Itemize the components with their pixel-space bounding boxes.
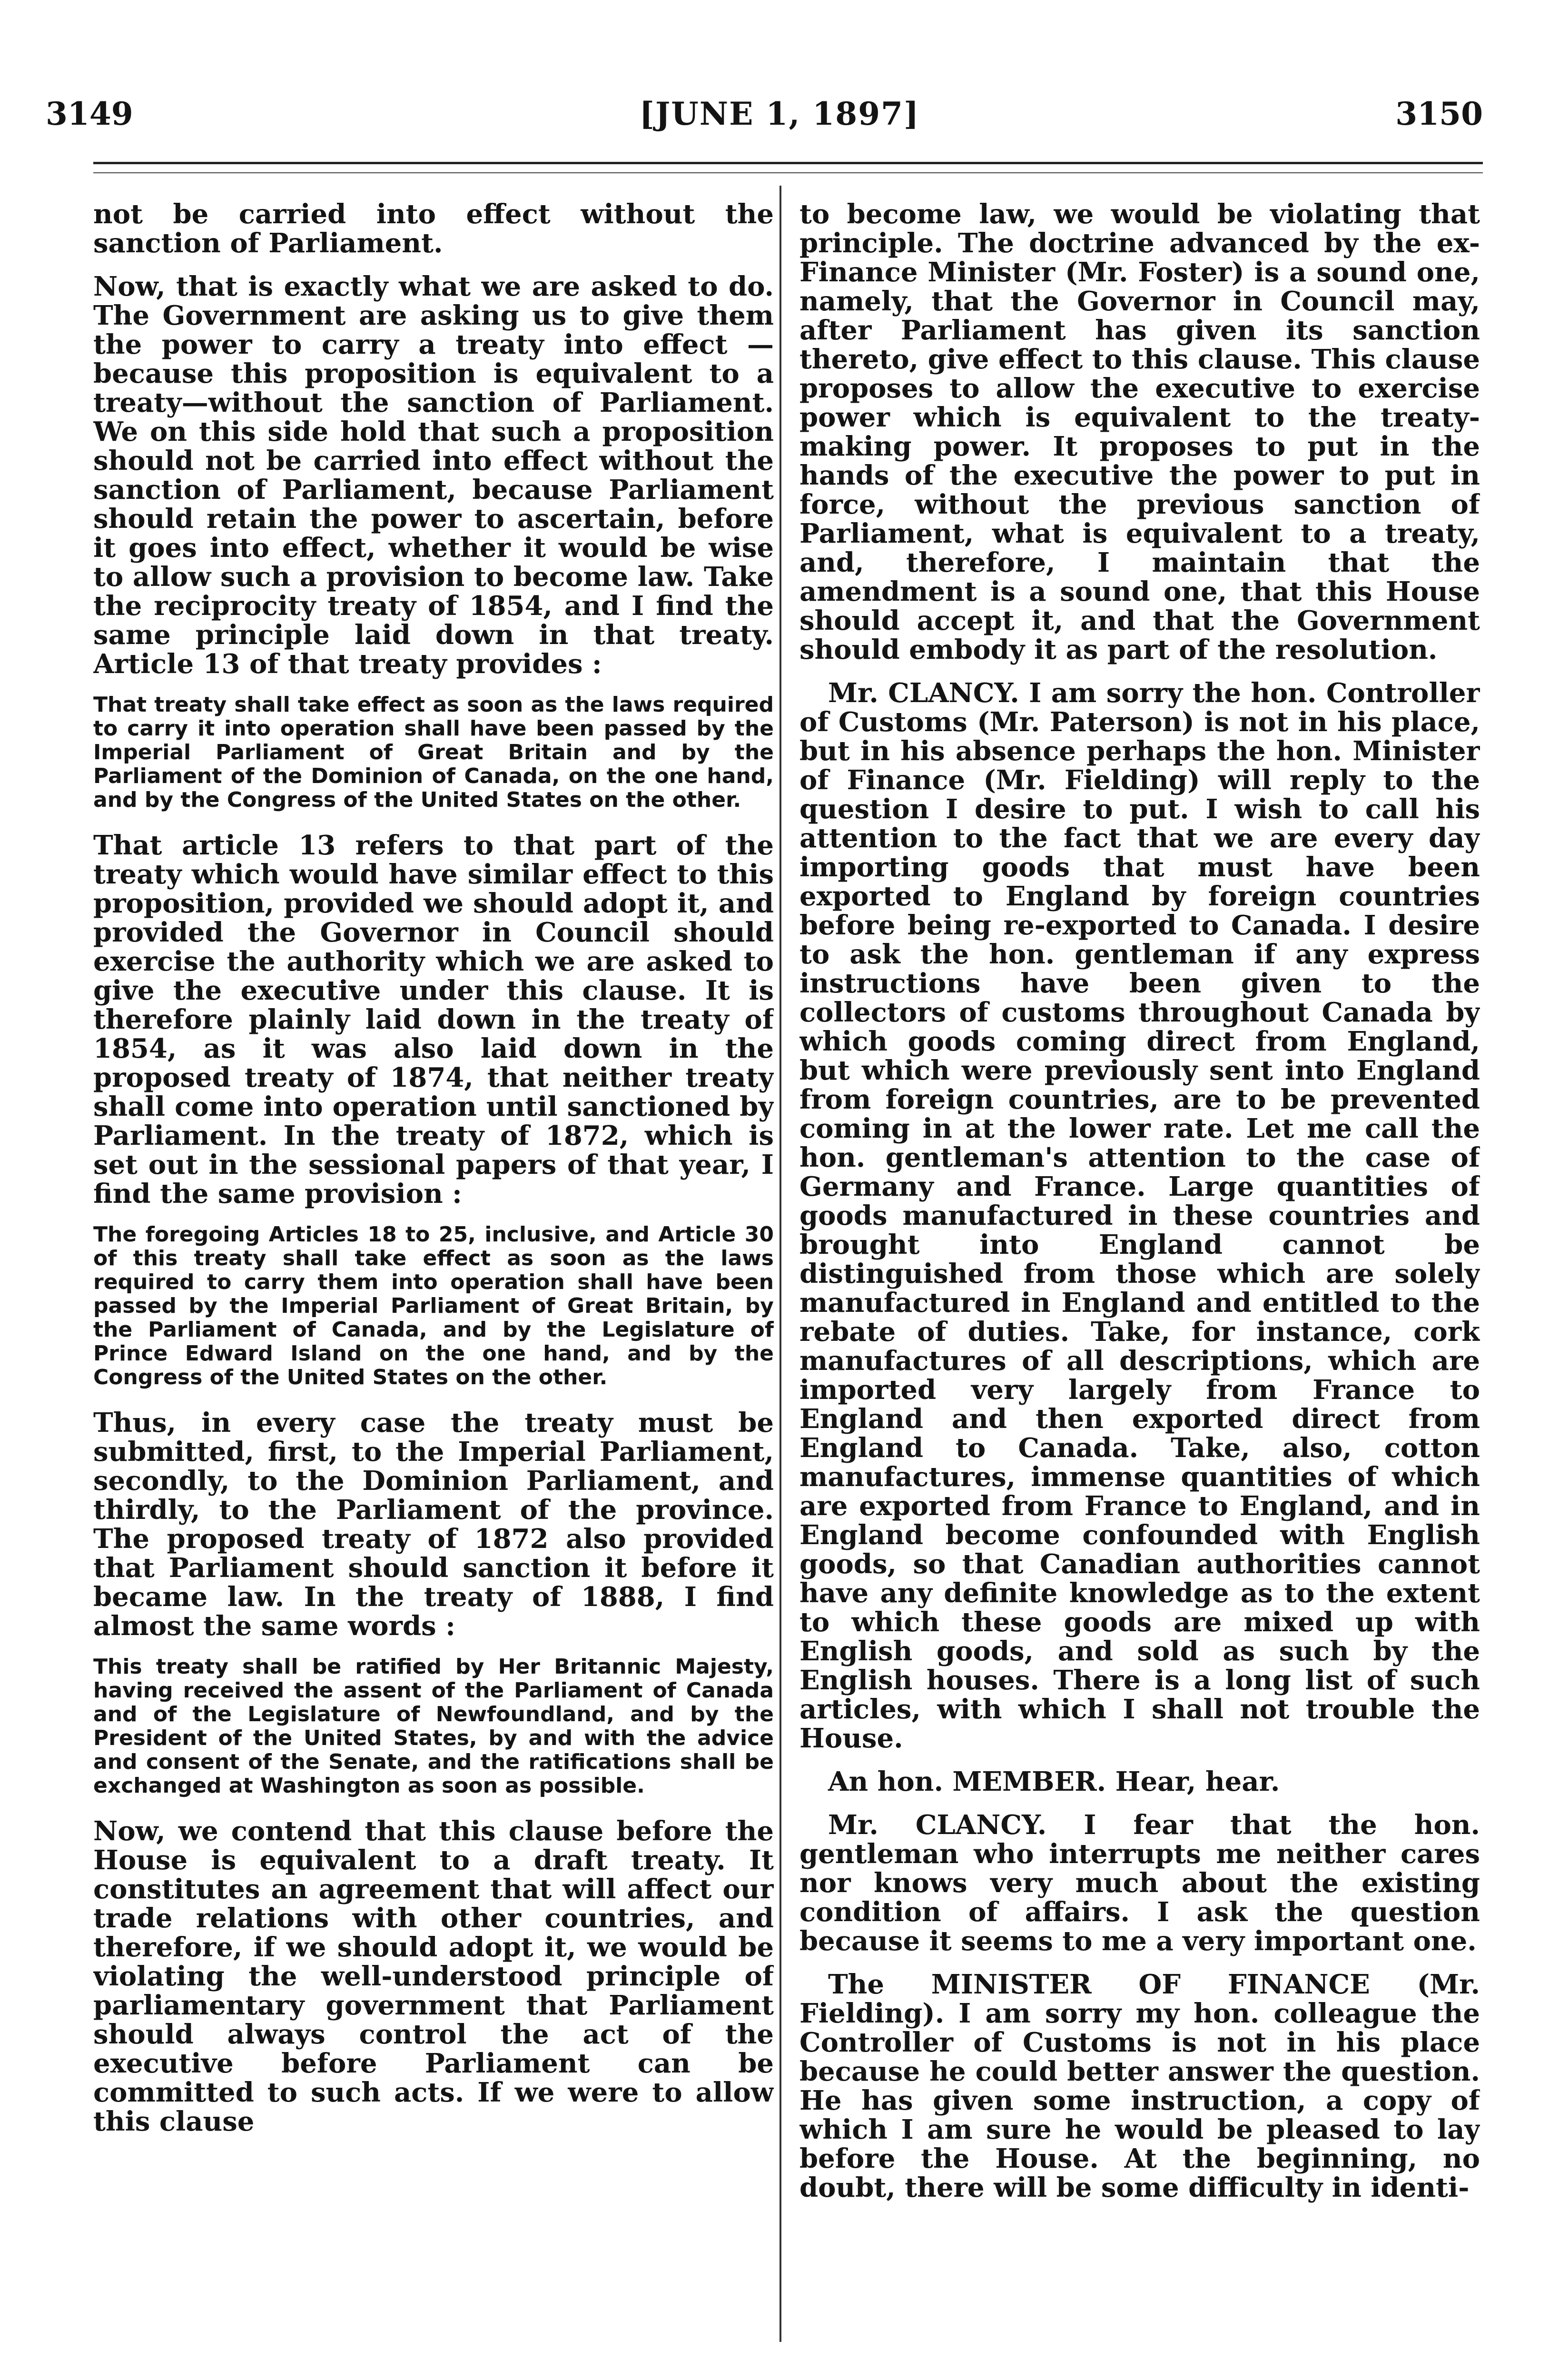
quoted-text: This treaty shall be ratified by Her Britannic Majesty, having received the assent of the Parliament of Canada and of the Legislature of Newfoundland, and by the President of the United States, by and with the advice and consent of the Senate, and the ratifications shall be exchanged at Washington as soon as possible.: [93, 1655, 774, 1798]
header-rule-thin: [93, 172, 1483, 173]
quoted-text: That treaty shall take effect as soon as the laws required to carry it into operation shall have been passed by the Imperial Parliament of Great Britain and by the Parliament of the Dominion of Canada, on the one hand, and by the Congress of the United States on the other.: [93, 693, 774, 812]
paragraph: Thus, in every case the treaty must be submitted, first, to the Imperial Parliament, secondly, to the Dominion Parliament, and thirdly, to the Parliament of the province. The proposed treaty of 1872 also provided that Parliament should sanction it before it became law. In the treaty of 1888, I find almost the same words :: [93, 1407, 774, 1642]
left-column: [93, 200, 774, 2370]
paragraph: Mr. CLANCY. I am sorry the hon. Controller of Customs (Mr. Paterson) is not in his place, but in his absence perhaps the hon. Minister of Finance (Mr. Fielding) will reply to the question I desire to put. I wish to call his attention to the fact that we are every day importing goods that must have been exported to England by foreign countries before being re-exported to Canada. I desire to ask the hon. gentleman if any express instructions have been given to the collectors of customs throughout Canada by which goods coming direct from England, but which were previously sent into England from foreign countries, are to be prevented coming in at the lower rate. Let me call the hon. gentleman's attention to the case of Germany and France. Large quantities of goods manufactured in these countries and brought into England cannot be distinguished from those which are solely manufactured in England and entitled to the rebate of duties. Take, for instance, cork manufactures of all descriptions, which are imported very largely from France to England and then exported direct from England to Canada. Take, also, cotton manufactures, immense quantities of which are exported from France to England, and in England become confounded with English goods, so that Canadian authorities cannot have any definite knowledge as to the extent to which these goods are mixed up with English goods, and sold as such by the English houses. There is a long list of such articles, with which I shall not trouble the House.: [799, 677, 1480, 1754]
paragraph: not be carried into effect without the sanction of Parliament.: [93, 200, 774, 259]
page-date: [JUNE 1, 1897]: [639, 95, 920, 132]
paragraph: Now, we contend that this clause before the House is equivalent to a draft treaty. It constitutes an agreement that will affect our trade relations with other countries, and therefore, if we should adopt it, we would be violating the well-understood principle of parliamentary government that Parliament should always control the act of the executive before Parliament can be committed to such acts. If we were to allow this clause: [93, 1815, 774, 2137]
paragraph: Mr. CLANCY. I fear that the hon. gentleman who interrupts me neither cares nor knows very much about the existing condition of affairs. I ask the question because it seems to me a very important one.: [799, 1809, 1480, 1957]
page-header: [0, 90, 1559, 148]
page-number-right: 3150: [1395, 95, 1483, 132]
paragraph: The MINISTER OF FINANCE (Mr. Fielding). I am sorry my hon. colleague the Controller of Customs is not in his place because he could better answer the question. He has given some instruction, a copy of which I am sure he would be pleased to lay before the House. At the beginning, no doubt, there will be some difficulty in identi-: [799, 1969, 1480, 2203]
right-column: [799, 200, 1480, 2370]
paragraph: Now, that is exactly what we are asked to do. The Government are asking us to give them the power to carry a treaty into effect —because this proposition is equivalent to a treaty—without the sanction of Parliament. We on this side hold that such a proposition should not be carried into effect without the sanction of Parliament, because Parliament should retain the power to ascertain, before it goes into effect, whether it would be wise to allow such a provision to become law. Take the reciprocity treaty of 1854, and I find the same principle laid down in that treaty. Article 13 of that treaty provides :: [93, 271, 774, 680]
paragraph: An hon. MEMBER. Hear, hear.: [828, 1766, 1280, 1797]
page-number-left: 3149: [46, 95, 133, 132]
header-rule: [93, 162, 1483, 164]
quoted-text: The foregoing Articles 18 to 25, inclusive, and Article 30 of this treaty shall take effect as soon as the laws required to carry them into operation shall have been passed by the Imperial Parliament of Great Britain, by the Parliament of Canada, and by the Legislature of Prince Edward Island on the one hand, and by the Congress of the United States on the other.: [93, 1222, 774, 1389]
column-divider: [780, 186, 781, 2342]
paragraph: to become law, we would be violating that principle. The doctrine advanced by the ex-Finance Minister (Mr. Foster) is a sound one, namely, that the Governor in Council may, after Parliament has given its sanction thereto, give effect to this clause. This clause proposes to allow the executive to exercise power which is equivalent to the treaty-making power. It proposes to put in the hands of the executive the power to put in force, without the previous sanction of Parliament, what is equivalent to a treaty, and, therefore, I maintain that the amendment is a sound one, that this House should accept it, and that the Government should embody it as part of the resolution.: [799, 200, 1480, 665]
paragraph: That article 13 refers to that part of the treaty which would have similar effect to this proposition, provided we should adopt it, and provided the Governor in Council should exercise the authority which we are asked to give the executive under this clause. It is therefore plainly laid down in the treaty of 1854, as it was also laid down in the proposed treaty of 1874, that neither treaty shall come into operation until sanctioned by Parliament. In the treaty of 1872, which is set out in the sessional papers of that year, I find the same provision :: [93, 830, 774, 1210]
